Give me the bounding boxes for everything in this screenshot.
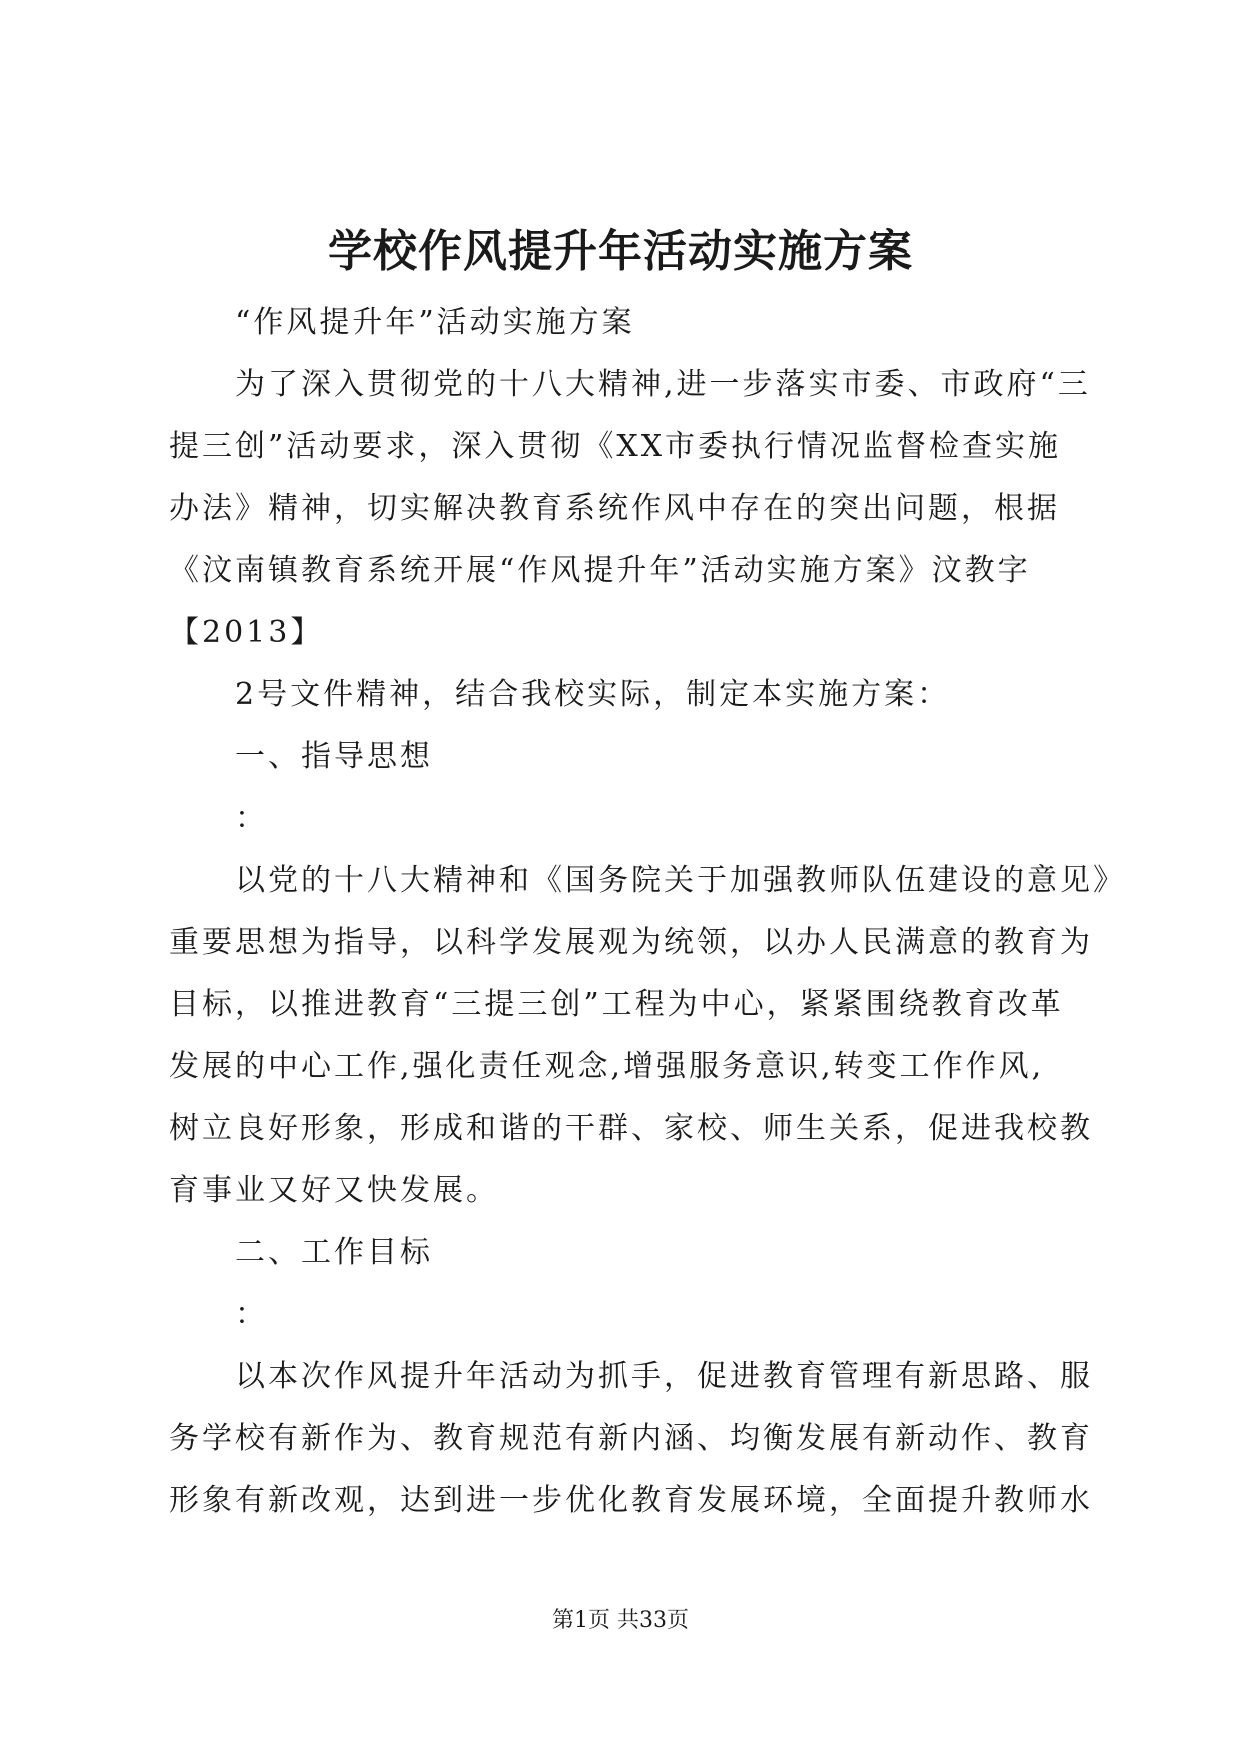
paragraph-line: 【2013】: [169, 615, 324, 650]
paragraph-line: 重要思想为指导，以科学发展观为统领，以办人民满意的教育为: [169, 925, 1093, 960]
page-footer: 第1页 共33页: [552, 1608, 689, 1633]
paragraph-line: ：: [235, 1297, 268, 1332]
paragraph-line: 一、指导思想: [235, 739, 433, 774]
paragraph-line: 2号文件精神，结合我校实际，制定本实施方案：: [235, 677, 951, 712]
paragraph-line: 形象有新改观，达到进一步优化教育发展环境，全面提升教师水: [169, 1483, 1093, 1518]
paragraph-line: 务学校有新作为、教育规范有新内涵、均衡发展有新动作、教育: [169, 1421, 1093, 1456]
paragraph-line: 树立良好形象，形成和谐的干群、家校、师生关系，促进我校教: [169, 1111, 1093, 1146]
paragraph-line: 以党的十八大精神和《国务院关于加强教师队伍建设的意见》: [235, 863, 1126, 898]
paragraph-line: 发展的中心工作,强化责任观念,增强服务意识,转变工作作风,: [169, 1049, 1045, 1084]
paragraph-line: ：: [235, 801, 268, 836]
paragraph-line: 提三创”活动要求，深入贯彻《XX市委执行情况监督检查实施: [169, 429, 1062, 464]
paragraph-line: 为了深入贯彻党的十八大精神,进一步落实市委、市政府“三: [235, 367, 1091, 402]
paragraph-line: “作风提升年”活动实施方案: [235, 305, 635, 340]
paragraph-line: 《汶南镇教育系统开展“作风提升年”活动实施方案》汶教字: [169, 553, 1031, 588]
document-body: [169, 292, 1126, 1532]
paragraph-line: 育事业又好又快发展。: [169, 1173, 499, 1208]
paragraph-line: 目标，以推进教育“三提三创”工程为中心，紧紧围绕教育改革: [169, 987, 1064, 1022]
paragraph-line: 办法》精神，切实解决教育系统作风中存在的突出问题，根据: [169, 491, 1060, 526]
paragraph-line: 二、工作目标: [235, 1235, 433, 1270]
document-title: 学校作风提升年活动实施方案: [328, 226, 913, 277]
paragraph-line: 以本次作风提升年活动为抓手，促进教育管理有新思路、服: [235, 1359, 1093, 1394]
